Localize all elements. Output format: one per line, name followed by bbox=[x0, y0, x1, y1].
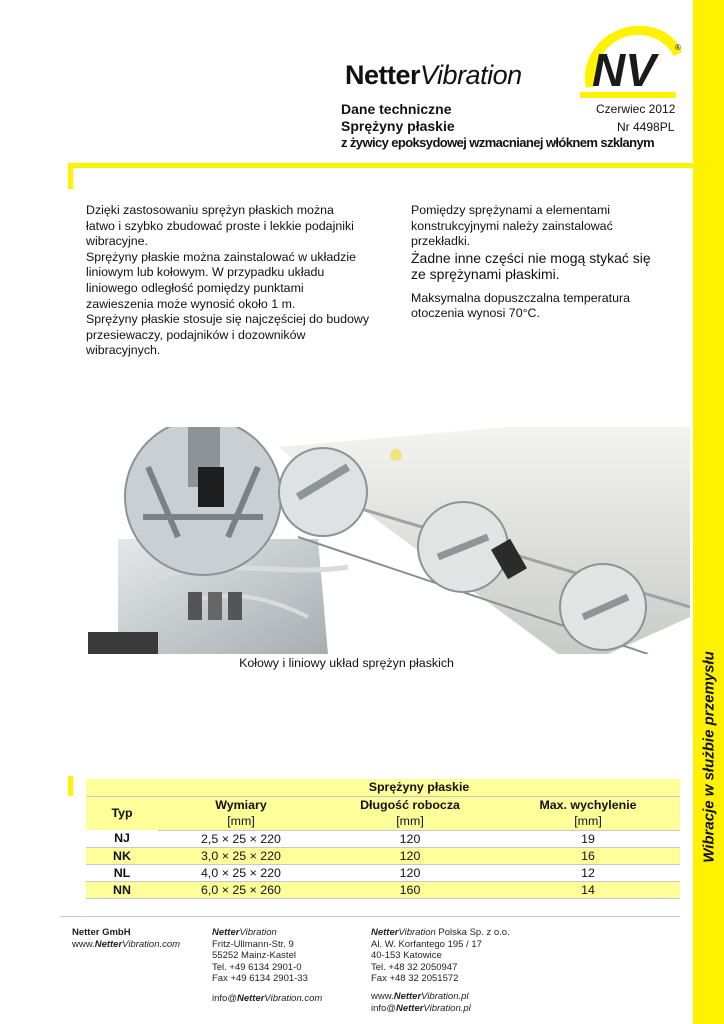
table-row: NK 3,0 × 25 × 220 120 16 bbox=[86, 847, 680, 864]
footer-email-link[interactable]: info@NetterVibration.com bbox=[212, 992, 323, 1004]
footer-company-de: Netter GmbH www.NetterVibration.com bbox=[72, 927, 181, 950]
table-row: NN 6,0 × 25 × 260 160 14 bbox=[86, 881, 680, 898]
table-marker bbox=[68, 776, 73, 796]
spec-table bbox=[86, 779, 680, 899]
document-number: Nr 4498PL bbox=[617, 120, 675, 134]
footer-website-link[interactable]: www.NetterVibration.com bbox=[72, 938, 181, 950]
photo-caption: Kołowy i liniowy układ sprężyn płaskich bbox=[239, 656, 454, 670]
col-header-length: Długość robocza bbox=[324, 796, 496, 813]
document-subtitle-2: z żywicy epoksydowej wzmacnianej włóknem szklanym bbox=[341, 135, 655, 150]
document-date: Czerwiec 2012 bbox=[596, 102, 676, 116]
footer-email-link-pl[interactable]: info@NetterVibration.pl bbox=[371, 1002, 471, 1014]
intro-text-right: Pomiędzy sprężynami a elementami konstrukcyjnymi należy zainstalować przekładki. Żadne inne części nie mogą stykać się ze sprężynami płaskimi. Maksymalna dopuszczalna temperatura otoczenia wynosi 70°C. bbox=[411, 203, 651, 321]
document-subtitle: Sprężyny płaskie bbox=[341, 118, 455, 134]
intro-text-left: Dzięki zastosowaniu sprężyn płaskich można łatwo i szybko zbudować proste i lekkie podajniki wibracyjne. Sprężyny płaskie można zainstalować w układzie liniowym lub kołowym. W przypadku układu liniowego odległość pomiędzy punktami zawieszenia może wynosić około 1 m. Sprężyny płaskie stosuje się najczęściej do budowy przesiewaczy, podajników i dozowników wibracyjnych. bbox=[86, 203, 370, 358]
svg-text:®: ® bbox=[675, 43, 681, 52]
section-marker-line bbox=[68, 163, 693, 168]
unit-label: [mm] bbox=[324, 813, 496, 830]
brand-wordmark: NetterVibration bbox=[345, 60, 522, 90]
side-slogan: Wibracje w służbie przemysłu bbox=[700, 651, 717, 863]
footer-address-pl: NetterVibration Polska Sp. z o.o. Al. W. Korfantego 195 / 17 40-153 Katowice Tel. +48 32 2050947 Fax +48 32 2051572 www.NetterVibration.pl info@NetterVibration.pl bbox=[371, 927, 510, 1014]
footer-divider bbox=[60, 916, 680, 917]
svg-text:NV: NV bbox=[592, 44, 656, 96]
col-header-type: Typ bbox=[86, 796, 158, 830]
product-photo bbox=[88, 427, 690, 654]
footer-website-link-pl[interactable]: www.NetterVibration.pl bbox=[371, 990, 469, 1002]
table-row: NL 4,0 × 25 × 220 120 12 bbox=[86, 864, 680, 881]
col-header-max: Max. wychylenie bbox=[496, 796, 680, 813]
nv-logo-icon bbox=[578, 22, 686, 102]
col-header-dimensions: Wymiary bbox=[158, 796, 324, 813]
unit-label: [mm] bbox=[496, 813, 680, 830]
table-title: Sprężyny płaskie bbox=[158, 779, 680, 796]
table-row: NJ 2,5 × 25 × 220 120 19 bbox=[86, 830, 680, 847]
unit-label: [mm] bbox=[158, 813, 324, 830]
document-title: Dane techniczne bbox=[341, 101, 452, 117]
footer-address-de: NetterVibration Fritz-Ullmann-Str. 9 55252 Mainz-Kastel Tel. +49 6134 2901-0 Fax +49 6134 2901-33 info@NetterVibration.com bbox=[212, 927, 323, 1004]
